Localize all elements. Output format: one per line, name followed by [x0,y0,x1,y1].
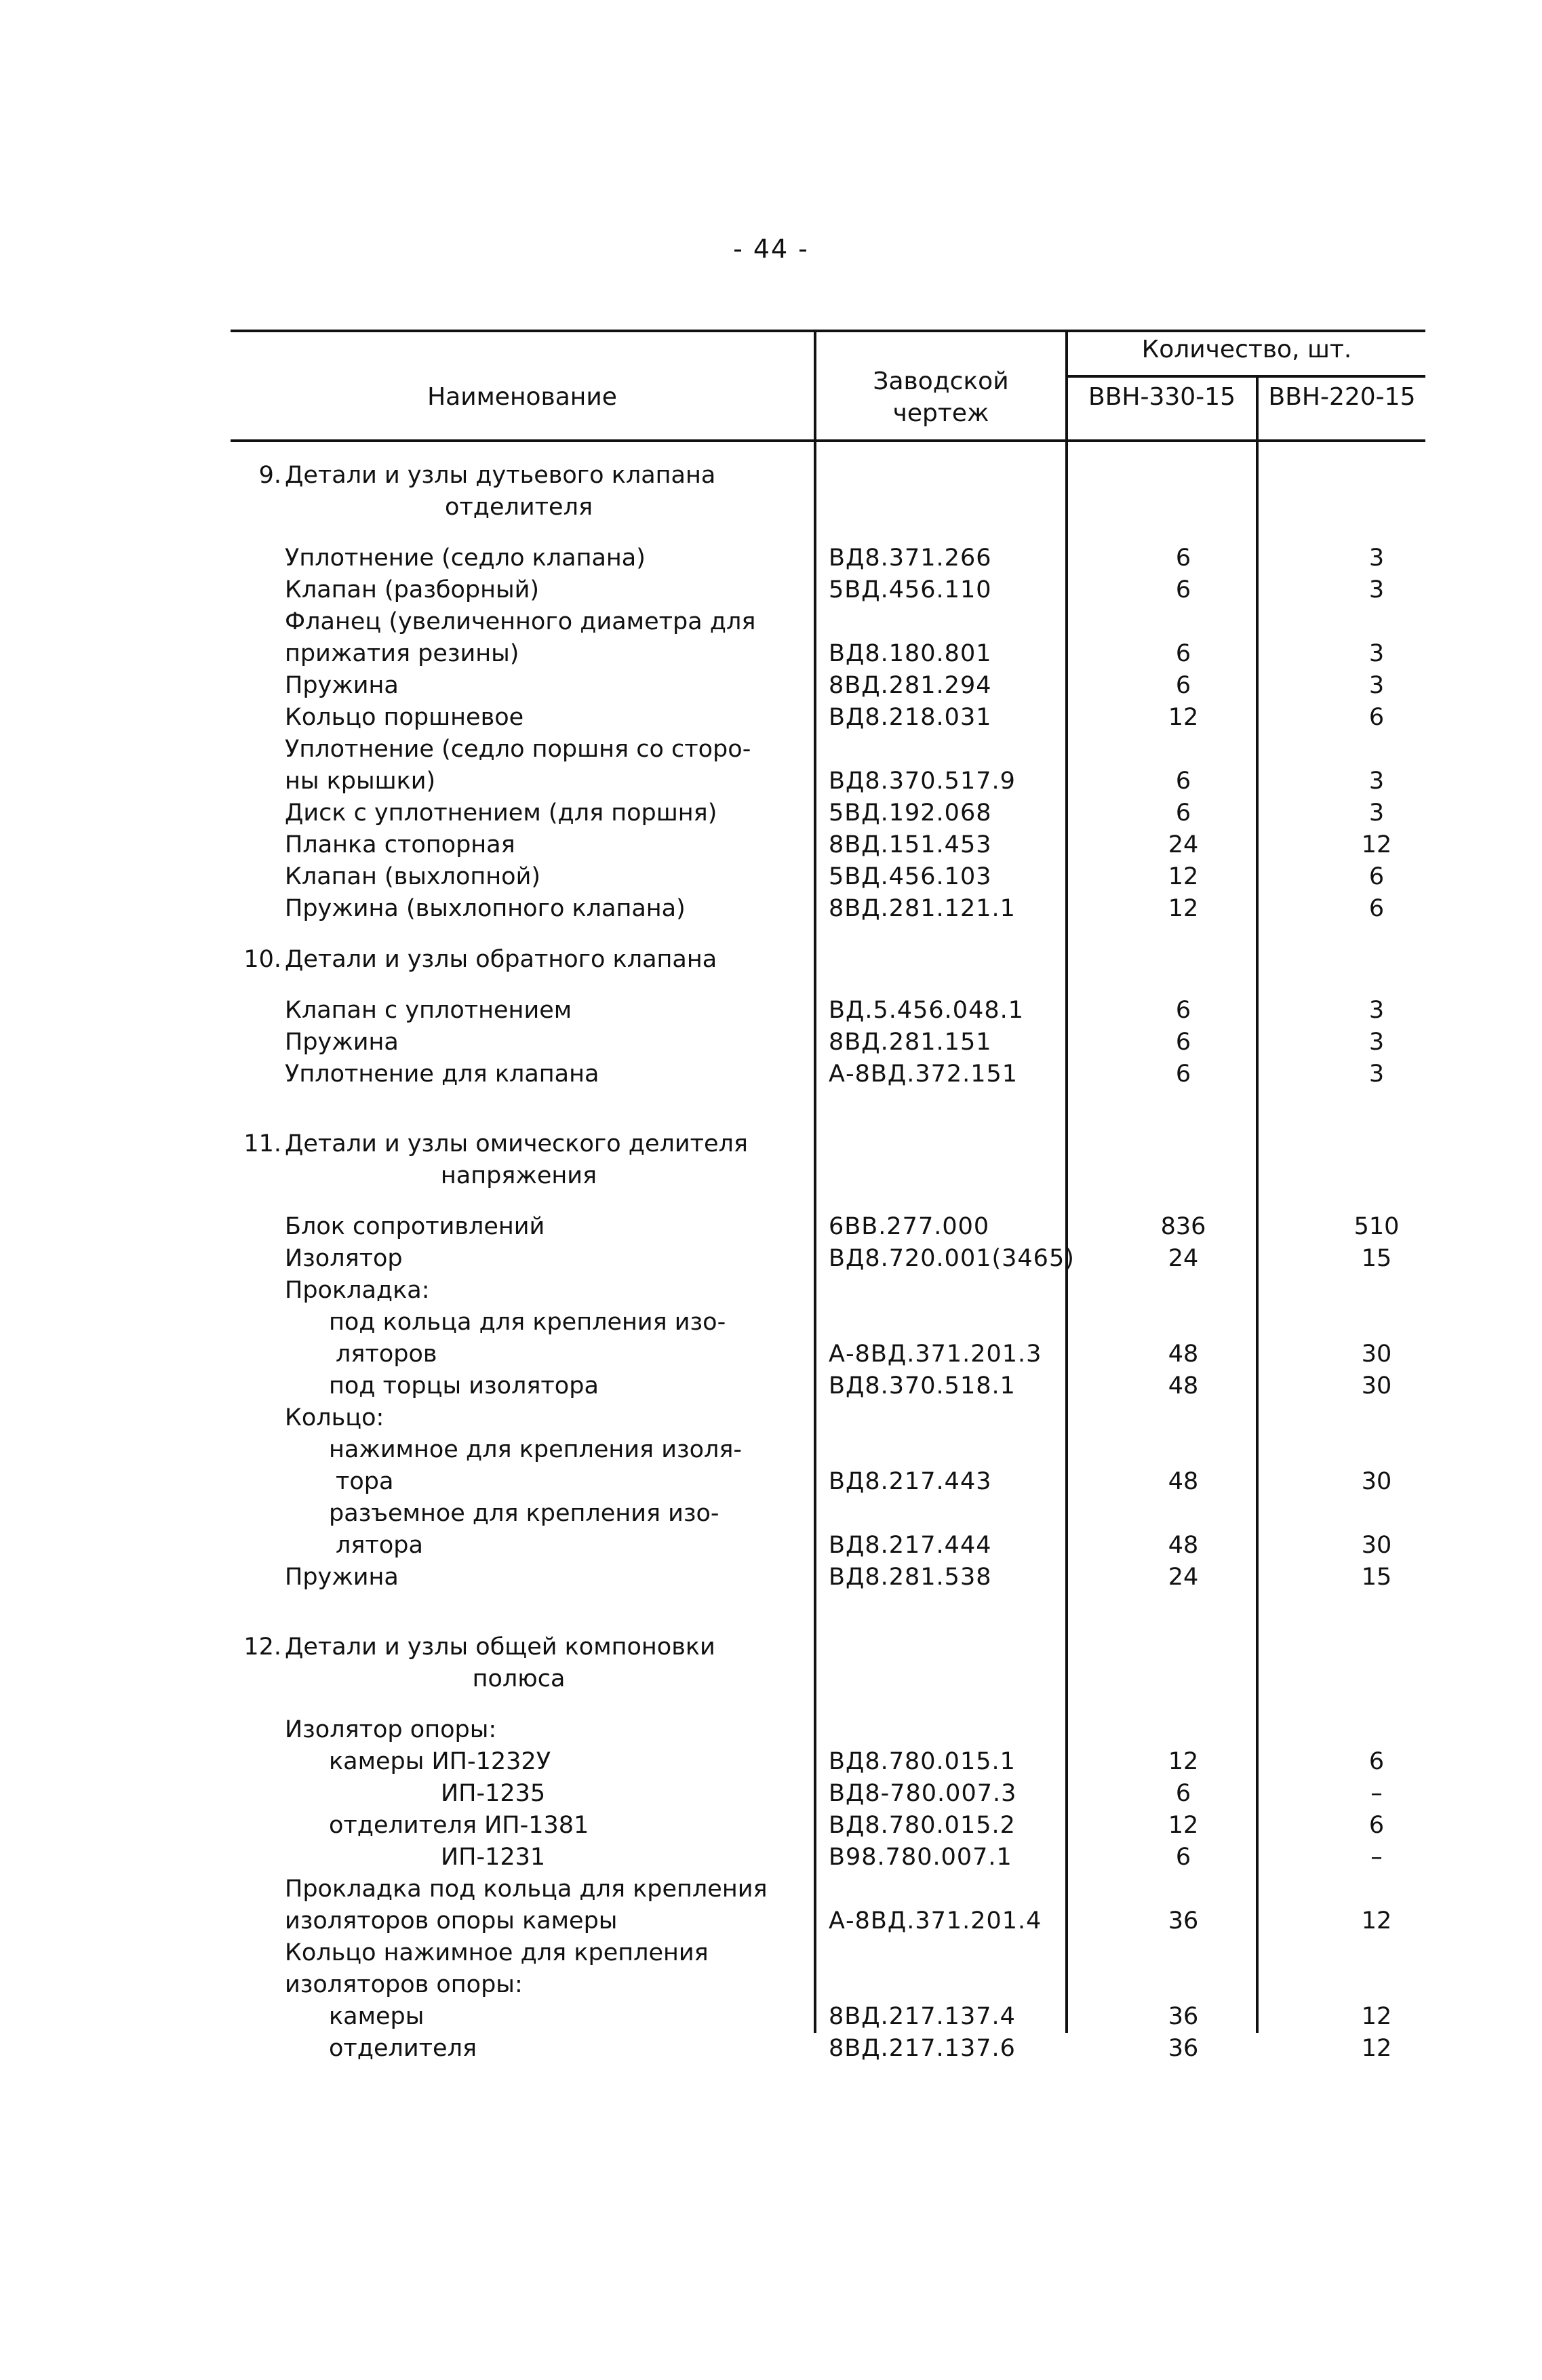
table-row [227,1778,1427,1810]
item-name: Клапан (разборный) [285,576,540,603]
quantity-col-b: 3 [1368,640,1385,667]
quantity-col-a: 12 [1168,895,1199,922]
item-name: Кольцо: [285,1404,384,1431]
quantity-col-a: 48 [1168,1372,1199,1400]
table-row [227,861,1427,893]
item-name: Кольцо нажимное для крепления [285,1939,709,1966]
drawing-number: А-8ВД.371.201.3 [829,1341,1042,1368]
table-row [227,1466,1427,1498]
table-row [227,523,1427,542]
table-row [227,1937,1427,1969]
item-name: Клапан с уплотнением [285,997,572,1024]
table-row [227,1307,1427,1338]
section-title: Детали и узлы дутьевого клапана [285,462,716,489]
quantity-col-b: 6 [1368,704,1385,731]
item-name: под кольца для крепления изо- [329,1309,726,1336]
quantity-col-b: 3 [1368,1060,1385,1088]
table-row [227,1027,1427,1058]
quantity-col-a: 48 [1168,1532,1199,1559]
item-name: под торцы изолятора [329,1372,599,1400]
drawing-number: ВД8.217.444 [829,1532,992,1559]
quantity-col-a: 6 [1175,544,1191,572]
table-row [227,638,1427,670]
quantity-col-b: 6 [1368,1812,1385,1839]
quantity-col-a: 6 [1175,997,1191,1024]
table-row [227,1058,1427,1090]
quantity-col-a: 24 [1168,831,1199,858]
quantity-col-a: 6 [1175,799,1191,827]
quantity-col-b: 510 [1353,1213,1400,1240]
table-row [227,1243,1427,1275]
quantity-col-a: 24 [1168,1245,1199,1272]
quantity-col-a: 12 [1168,1812,1199,1839]
table-row [227,492,1427,523]
drawing-number: ВД8.780.015.2 [829,1812,1016,1839]
section-number: 9. [258,462,281,489]
table-row [227,1498,1427,1530]
table-row [227,1714,1427,1746]
drawing-number: ВД8.180.801 [829,640,992,667]
item-name: Пружина [285,1564,399,1591]
drawing-number: 8ВД.217.137.4 [829,2003,1016,2030]
table-row [227,995,1427,1027]
header-drawing-line2: чертеж [892,399,989,427]
item-name: Уплотнение (седло поршня со сторо- [285,736,751,763]
quantity-col-b: 12 [1361,2035,1392,2062]
item-name: Изолятор опоры: [285,1716,497,1743]
drawing-number: 8ВД.281.294 [829,672,992,699]
item-name: камеры ИП-1232У [329,1748,551,1775]
quantity-col-a: 48 [1168,1468,1199,1495]
table-row [227,1090,1427,1128]
quantity-col-a: 36 [1168,2003,1199,2030]
item-name: Прокладка: [285,1277,430,1304]
page-number: - 44 - [733,234,809,264]
table-row [227,1370,1427,1402]
section-number: 11. [243,1130,281,1157]
item-name: ляторов [336,1341,437,1368]
table-row [227,2001,1427,2033]
item-name: Пружина [285,1029,399,1056]
item-name: Уплотнение (седло клапана) [285,544,646,572]
section-title-continued: полюса [472,1665,566,1692]
table-row [227,925,1427,944]
item-name: ИП-1235 [441,1780,546,1807]
quantity-col-b: 3 [1368,544,1385,572]
quantity-col-b: 6 [1368,895,1385,922]
drawing-number: ВД8.780.015.1 [829,1748,1016,1775]
item-name: камеры [329,2003,424,2030]
drawing-number: 8ВД.217.137.6 [829,2035,1016,2062]
table-body [227,460,1427,2065]
item-name: разъемное для крепления изо- [329,1500,719,1527]
drawing-number: ВД8.370.518.1 [829,1372,1016,1400]
table-row [227,1275,1427,1307]
table-row [227,2033,1427,2065]
quantity-col-b: 3 [1368,997,1385,1024]
table-row [227,1160,1427,1192]
drawing-number: 5ВД.192.068 [829,799,992,827]
table-row [227,1402,1427,1434]
item-name: Кольцо поршневое [285,704,524,731]
table-row [227,1128,1427,1160]
header-drawing-line1: Заводской [873,368,1009,395]
item-name: Диск с уплотнением (для поршня) [285,799,717,827]
quantity-col-a: 836 [1160,1213,1206,1240]
item-name: Фланец (увеличенного диаметра для [285,608,756,635]
drawing-number: ВД8.370.517.9 [829,768,1016,795]
section-title-continued: напряжения [440,1162,597,1189]
section-title: Детали и узлы обратного клапана [285,946,717,973]
table-row [227,893,1427,925]
quantity-col-b: 15 [1361,1245,1392,1272]
item-name: ИП-1231 [441,1844,546,1871]
drawing-number: ВД8.720.001(3465) [829,1245,1075,1272]
quantity-col-b: 3 [1368,672,1385,699]
table-row [227,702,1427,734]
quantity-col-b: 3 [1368,576,1385,603]
drawing-number: 8ВД.281.121.1 [829,895,1016,922]
drawing-number: В98.780.007.1 [829,1844,1012,1871]
header-bottom-rule [231,439,1425,442]
item-name: нажимное для крепления изоля- [329,1436,743,1463]
table-row [227,460,1427,492]
item-name: Пружина [285,672,399,699]
drawing-number: ВД8.281.538 [829,1564,992,1591]
drawing-number: ВД8-780.007.3 [829,1780,1017,1807]
header-col-b: ВВН-220-15 [1268,383,1416,411]
item-name: лятора [336,1532,423,1559]
drawing-number: 5ВД.456.103 [829,863,992,890]
table-row [227,1338,1427,1370]
quantity-col-a: 6 [1175,672,1191,699]
quantity-col-a: 6 [1175,576,1191,603]
table-row [227,797,1427,829]
table-row [227,542,1427,574]
quantity-col-a: 6 [1175,1780,1191,1807]
quantity-col-b: – [1370,1844,1383,1871]
quantity-col-b: 6 [1368,1748,1385,1775]
item-name: прижатия резины) [285,640,519,667]
item-name: Пружина (выхлопного клапана) [285,895,686,922]
item-name: изоляторов опоры камеры [285,1907,618,1935]
header-quantity: Количество, шт. [1141,336,1352,363]
item-name: ны крышки) [285,768,436,795]
quantity-col-b: 12 [1361,1907,1392,1935]
table-row [227,1746,1427,1778]
item-name: отделителя [329,2035,477,2062]
drawing-number: ВД8.218.031 [829,704,992,731]
quantity-col-a: 6 [1175,640,1191,667]
quantity-col-b: 12 [1361,2003,1392,2030]
item-name: Клапан (выхлопной) [285,863,541,890]
table-row [227,1810,1427,1842]
section-number: 12. [243,1633,281,1661]
item-name: тора [336,1468,394,1495]
quantity-col-b: 30 [1361,1468,1392,1495]
table-row [227,734,1427,766]
drawing-number: А-8ВД.371.201.4 [829,1907,1042,1935]
quantity-col-b: 3 [1368,1029,1385,1056]
section-title: Детали и узлы омического делителя [285,1130,748,1157]
drawing-number: ВД8.217.443 [829,1468,992,1495]
table-row [227,1969,1427,2001]
quantity-col-a: 48 [1168,1341,1199,1368]
quantity-col-a: 6 [1175,1029,1191,1056]
drawing-number: 8ВД.151.453 [829,831,992,858]
quantity-col-a: 6 [1175,1060,1191,1088]
quantity-col-b: 12 [1361,831,1392,858]
drawing-number: 5ВД.456.110 [829,576,992,603]
section-title-continued: отделителя [445,494,593,521]
item-name: Прокладка под кольца для крепления [285,1876,768,1903]
table-row [227,1530,1427,1562]
table-row [227,1562,1427,1593]
quantity-divider-rule [1067,375,1425,378]
quantity-col-a: 24 [1168,1564,1199,1591]
header-name: Наименование [427,383,617,411]
quantity-col-a: 6 [1175,1844,1191,1871]
item-name: Блок сопротивлений [285,1213,545,1240]
table-row [227,976,1427,995]
table-row [227,1434,1427,1466]
quantity-col-a: 12 [1168,704,1199,731]
table-row [227,574,1427,606]
item-name: Уплотнение для клапана [285,1060,599,1088]
item-name: отделителя ИП-1381 [329,1812,589,1839]
table-row [227,670,1427,702]
table-row [227,1593,1427,1631]
quantity-col-b: 30 [1361,1532,1392,1559]
quantity-col-b: – [1370,1780,1383,1807]
table-row [227,1842,1427,1873]
table-row [227,829,1427,861]
quantity-col-b: 6 [1368,863,1385,890]
header-col-a: ВВН-330-15 [1088,383,1235,411]
drawing-number: 6ВВ.277.000 [829,1213,990,1240]
drawing-number: ВД8.371.266 [829,544,992,572]
section-title: Детали и узлы общей компоновки [285,1633,715,1661]
table-row [227,766,1427,797]
quantity-col-b: 30 [1361,1341,1392,1368]
section-number: 10. [243,946,281,973]
table-row [227,1192,1427,1211]
table-row [227,1663,1427,1695]
table-row [227,1905,1427,1937]
item-name: Изолятор [285,1245,403,1272]
quantity-col-a: 12 [1168,863,1199,890]
table-row [227,1873,1427,1905]
quantity-col-a: 6 [1175,768,1191,795]
quantity-col-b: 30 [1361,1372,1392,1400]
drawing-number: А-8ВД.372.151 [829,1060,1019,1088]
drawing-number: 8ВД.281.151 [829,1029,992,1056]
quantity-col-b: 15 [1361,1564,1392,1591]
quantity-col-a: 36 [1168,1907,1199,1935]
item-name: изоляторов опоры: [285,1971,523,1998]
quantity-col-b: 3 [1368,768,1385,795]
item-name: Планка стопорная [285,831,515,858]
table-row [227,944,1427,976]
table-row [227,606,1427,638]
table-row [227,1695,1427,1714]
drawing-number: ВД.5.456.048.1 [829,997,1025,1024]
table-row [227,1211,1427,1243]
quantity-col-b: 3 [1368,799,1385,827]
quantity-col-a: 12 [1168,1748,1199,1775]
quantity-col-a: 36 [1168,2035,1199,2062]
table-row [227,1631,1427,1663]
